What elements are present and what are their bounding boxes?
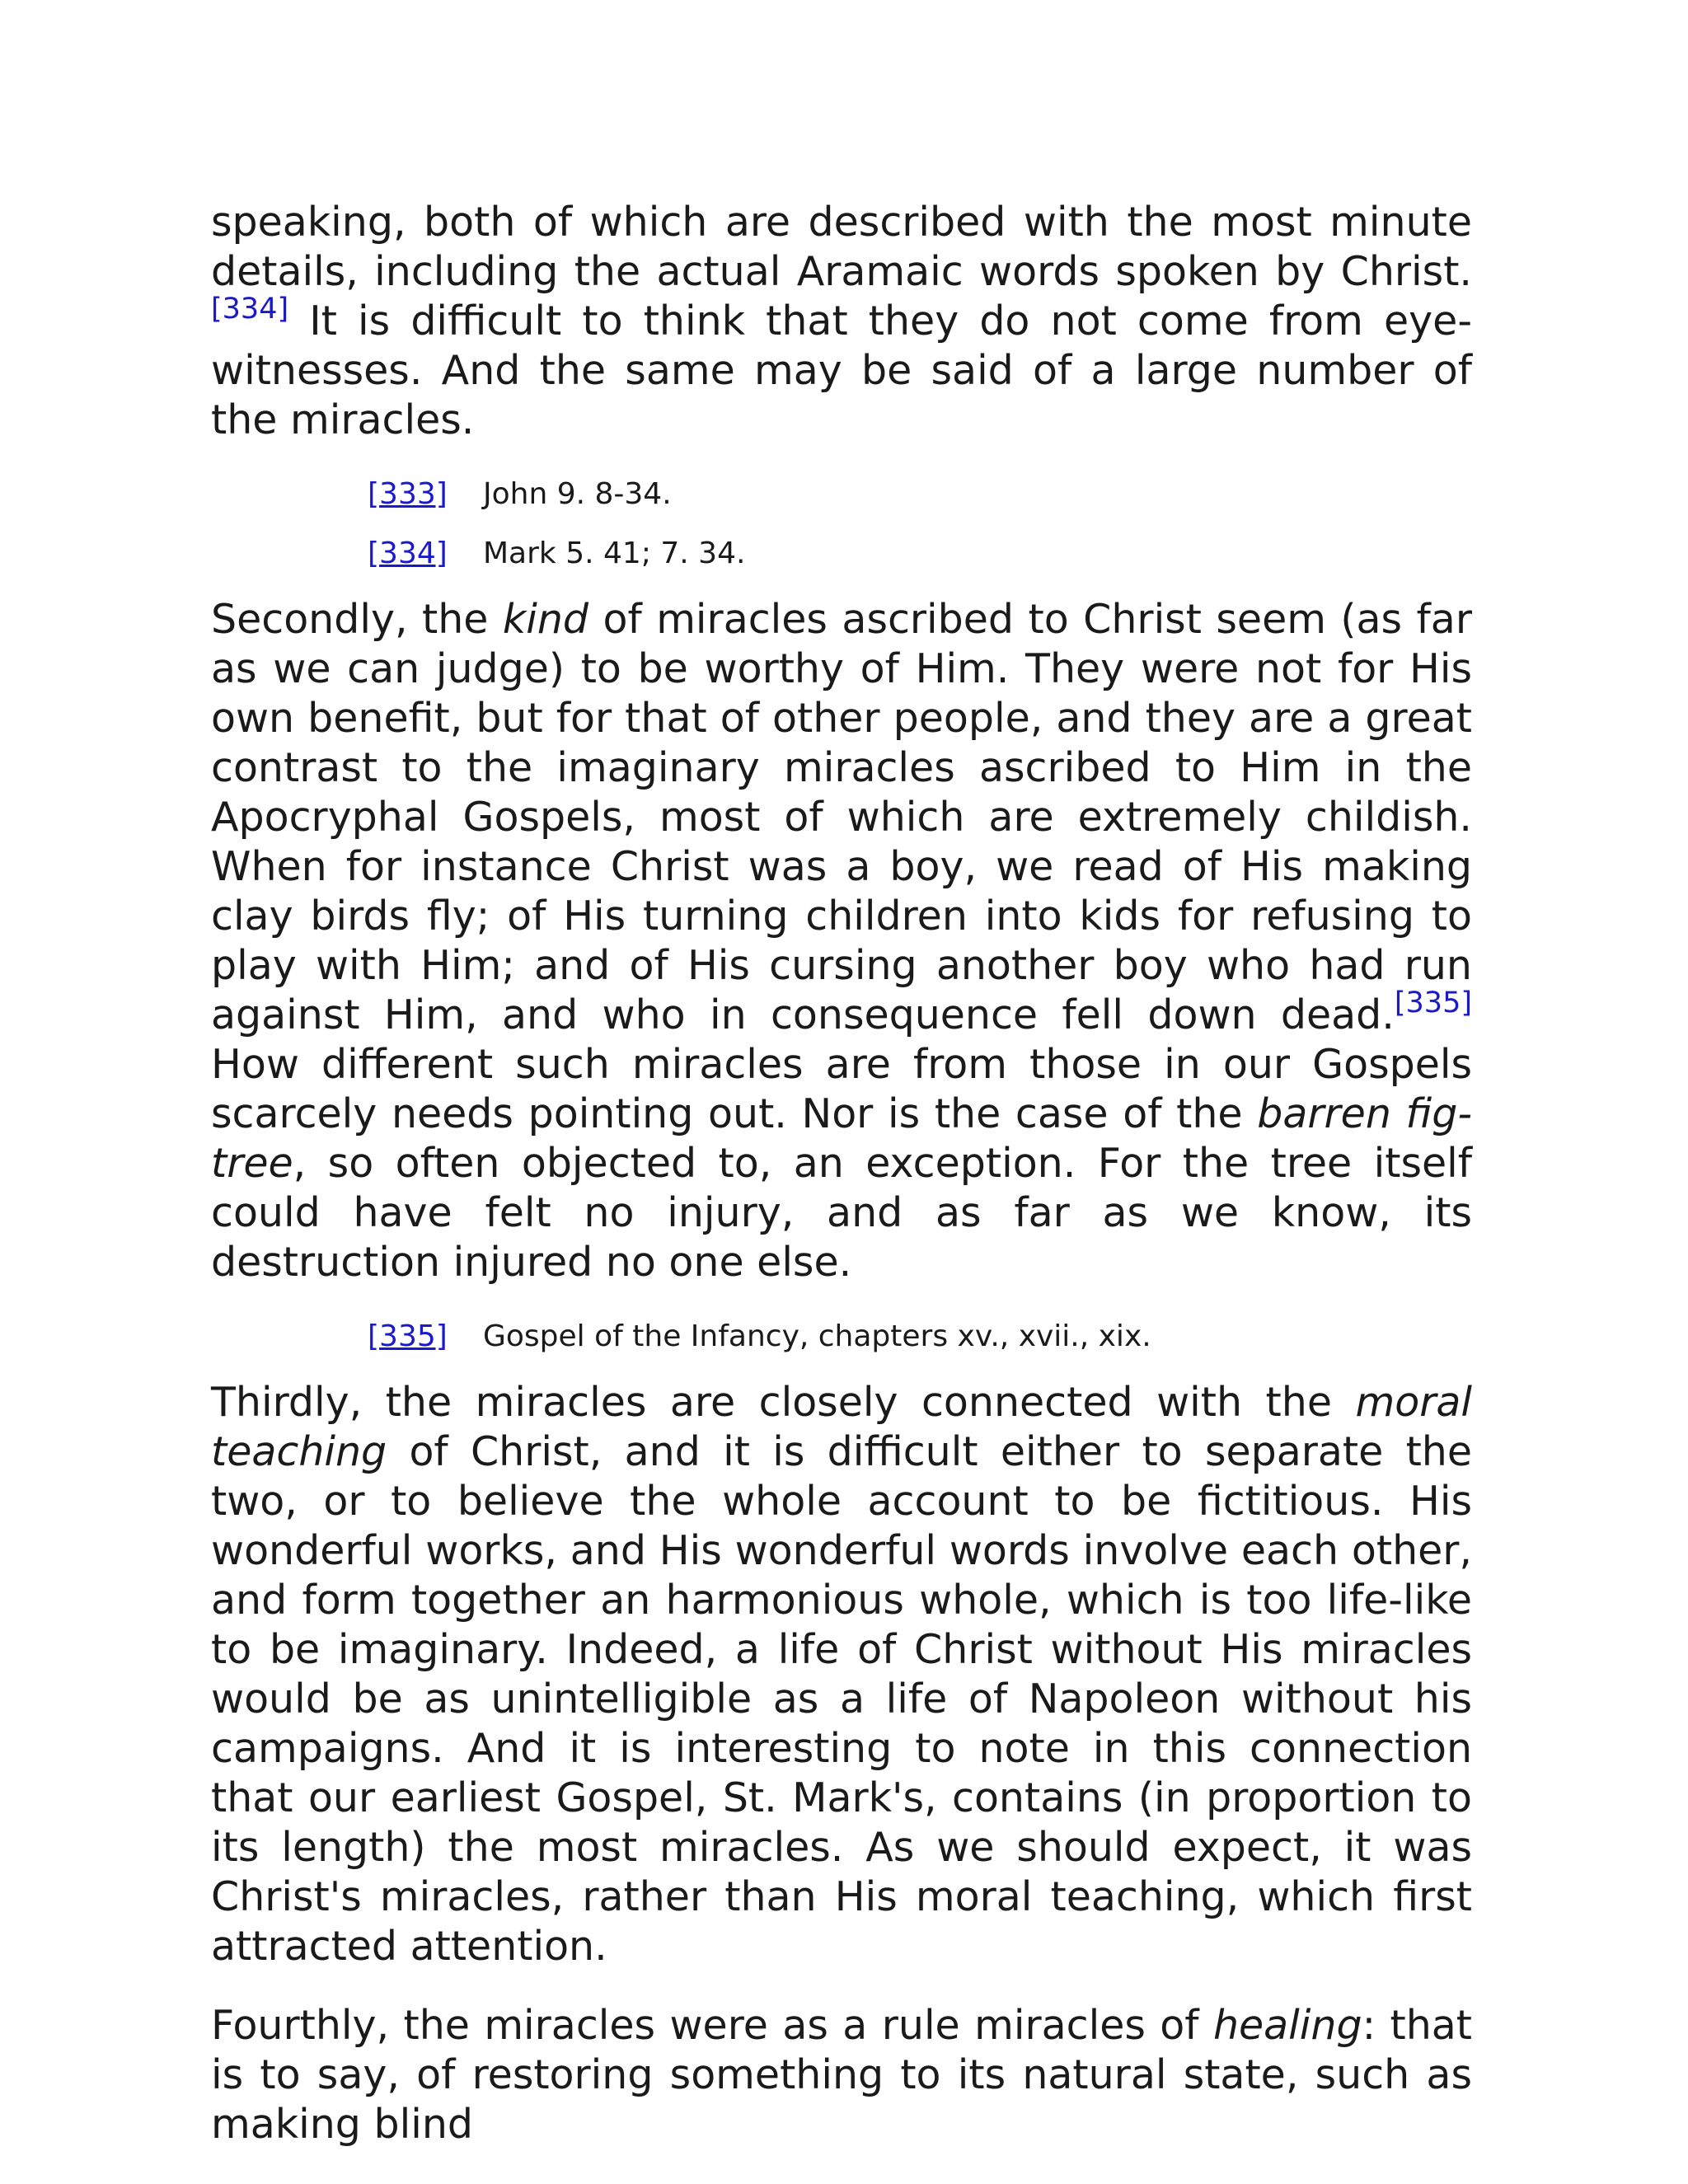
footnote-335	[368, 1319, 1472, 1355]
paragraph-2-text-c: How different such miracles are from those in our Gospels scarcely needs pointing out. Nor is the case of the	[211, 1041, 1472, 1137]
footnote-label-334[interactable]: [334]	[368, 537, 448, 570]
footnote-text-334: Mark 5. 41; 7. 34.	[483, 537, 746, 570]
paragraph-4-text-a: Fourthly, the miracles were as a rule miracles of	[211, 2002, 1213, 2049]
footnote-text-335: Gospel of the Infancy, chapters xv., xvii., xix.	[483, 1319, 1151, 1353]
paragraph-3	[211, 1378, 1472, 1971]
paragraph-3-text-a: Thirdly, the miracles are closely connected with the	[211, 1379, 1356, 1426]
paragraph-4-text-b: : that is to say, of restoring something to its natural state, such as making blind	[211, 2002, 1472, 2148]
footnotes-block-2	[211, 1319, 1472, 1355]
paragraph-3-emphasis-moral-teaching: moral teaching	[211, 1379, 1472, 1475]
paragraph-2-text-a: Secondly, the	[211, 596, 503, 643]
footnote-text-333: John 9. 8-34.	[483, 477, 672, 511]
paragraph-2-emphasis-fig-tree: barren fig-tree	[211, 1090, 1472, 1187]
footnote-ref-334[interactable]: [334]	[211, 293, 289, 326]
paragraph-2-emphasis-kind: kind	[502, 596, 589, 643]
paragraph-2-text-b: of miracles ascribed to Christ seem (as far as we can judge) to be worthy of Him. They were not for His own benefit, but for that of other people, and they are a great contrast to the imaginary miracles ascribed to Him in the Apocryphal Gospels, most of which are extremely childish. When for instance Christ was a boy, we read of His making clay birds fly; of His turning children into kids for refusing to play with Him; and of His cursing another boy who had run against Him, and who in consequence fell down dead.	[211, 596, 1472, 1038]
footnote-334	[368, 536, 1472, 572]
footnote-333	[368, 476, 1472, 513]
paragraph-1-text-a: speaking, both of which are described with the most minute details, including the actual Aramaic words spoken by Christ.	[211, 199, 1472, 295]
document-page	[211, 198, 1472, 2149]
paragraph-1-text-b: It is difficult to think that they do not come from eye-witnesses. And the same may be said of a large number of the miracles.	[211, 298, 1472, 443]
paragraph-1	[211, 198, 1472, 445]
paragraph-2	[211, 595, 1472, 1287]
paragraph-2-text-d: , so often objected to, an exception. For the tree itself could have felt no injury, and as far as we know, its destruction injured no one else.	[211, 1140, 1472, 1286]
footnotes-block-1	[211, 476, 1472, 572]
paragraph-4-emphasis-healing: healing	[1212, 2002, 1362, 2049]
paragraph-3-text-b: of Christ, and it is difficult either to separate the two, or to believe the whole account to be fictitious. His wonderful works, and His wonderful words involve each other, and form together an harmonious whole, which is too life-like to be imaginary. Indeed, a life of Christ without His miracles would be as unintelligible as a life of Napoleon without his campaigns. And it is interesting to note in this connection that our earliest Gospel, St. Mark's, contains (in proportion to its length) the most miracles. As we should expect, it was Christ's miracles, rather than His moral teaching, which first attracted attention.	[211, 1428, 1472, 1970]
footnote-ref-335[interactable]: [335]	[1394, 987, 1472, 1019]
paragraph-4	[211, 2001, 1472, 2149]
footnote-label-333[interactable]: [333]	[368, 477, 448, 511]
footnote-label-335[interactable]: [335]	[368, 1319, 448, 1353]
